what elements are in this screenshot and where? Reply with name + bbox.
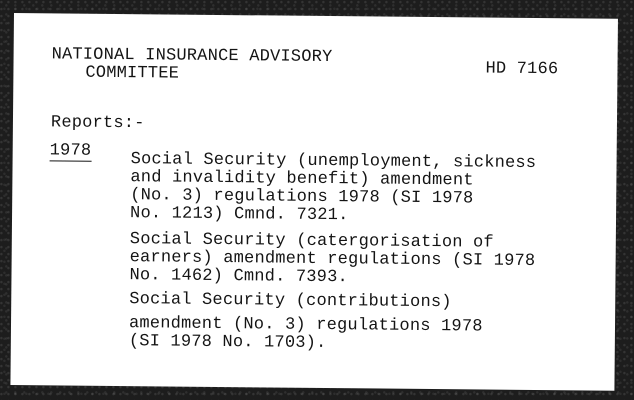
entry-line: Social Security (contributions) <box>129 290 452 313</box>
catalog-card <box>10 13 618 391</box>
card-heading-line-2: COMMITTEE <box>85 63 180 84</box>
section-label: Reports:- <box>50 113 145 134</box>
card-heading-line-1: NATIONAL INSURANCE ADVISORY <box>51 45 333 68</box>
entry-line: (SI 1978 No. 1703). <box>128 332 327 354</box>
entry-line: No. 1462) Cmnd. 7393. <box>129 266 349 288</box>
entry-line: amendment (No. 3) regulations 1978 <box>128 314 483 337</box>
entry-line: earners) amendment regulations (SI 1978 <box>129 248 536 272</box>
entry-line: and invalidity benefit) amendment <box>130 168 474 191</box>
year-label: 1978 <box>49 141 92 161</box>
classmark: HD 7166 <box>485 59 559 80</box>
entry-line: No. 1213) Cmnd. 7321. <box>129 204 349 226</box>
entry-line: (No. 3) regulations 1978 (SI 1978 <box>130 186 474 209</box>
entry-line: Social Security (catergorisation of <box>129 230 494 253</box>
entry-line: Social Security (unemployment, sickness <box>130 150 537 174</box>
